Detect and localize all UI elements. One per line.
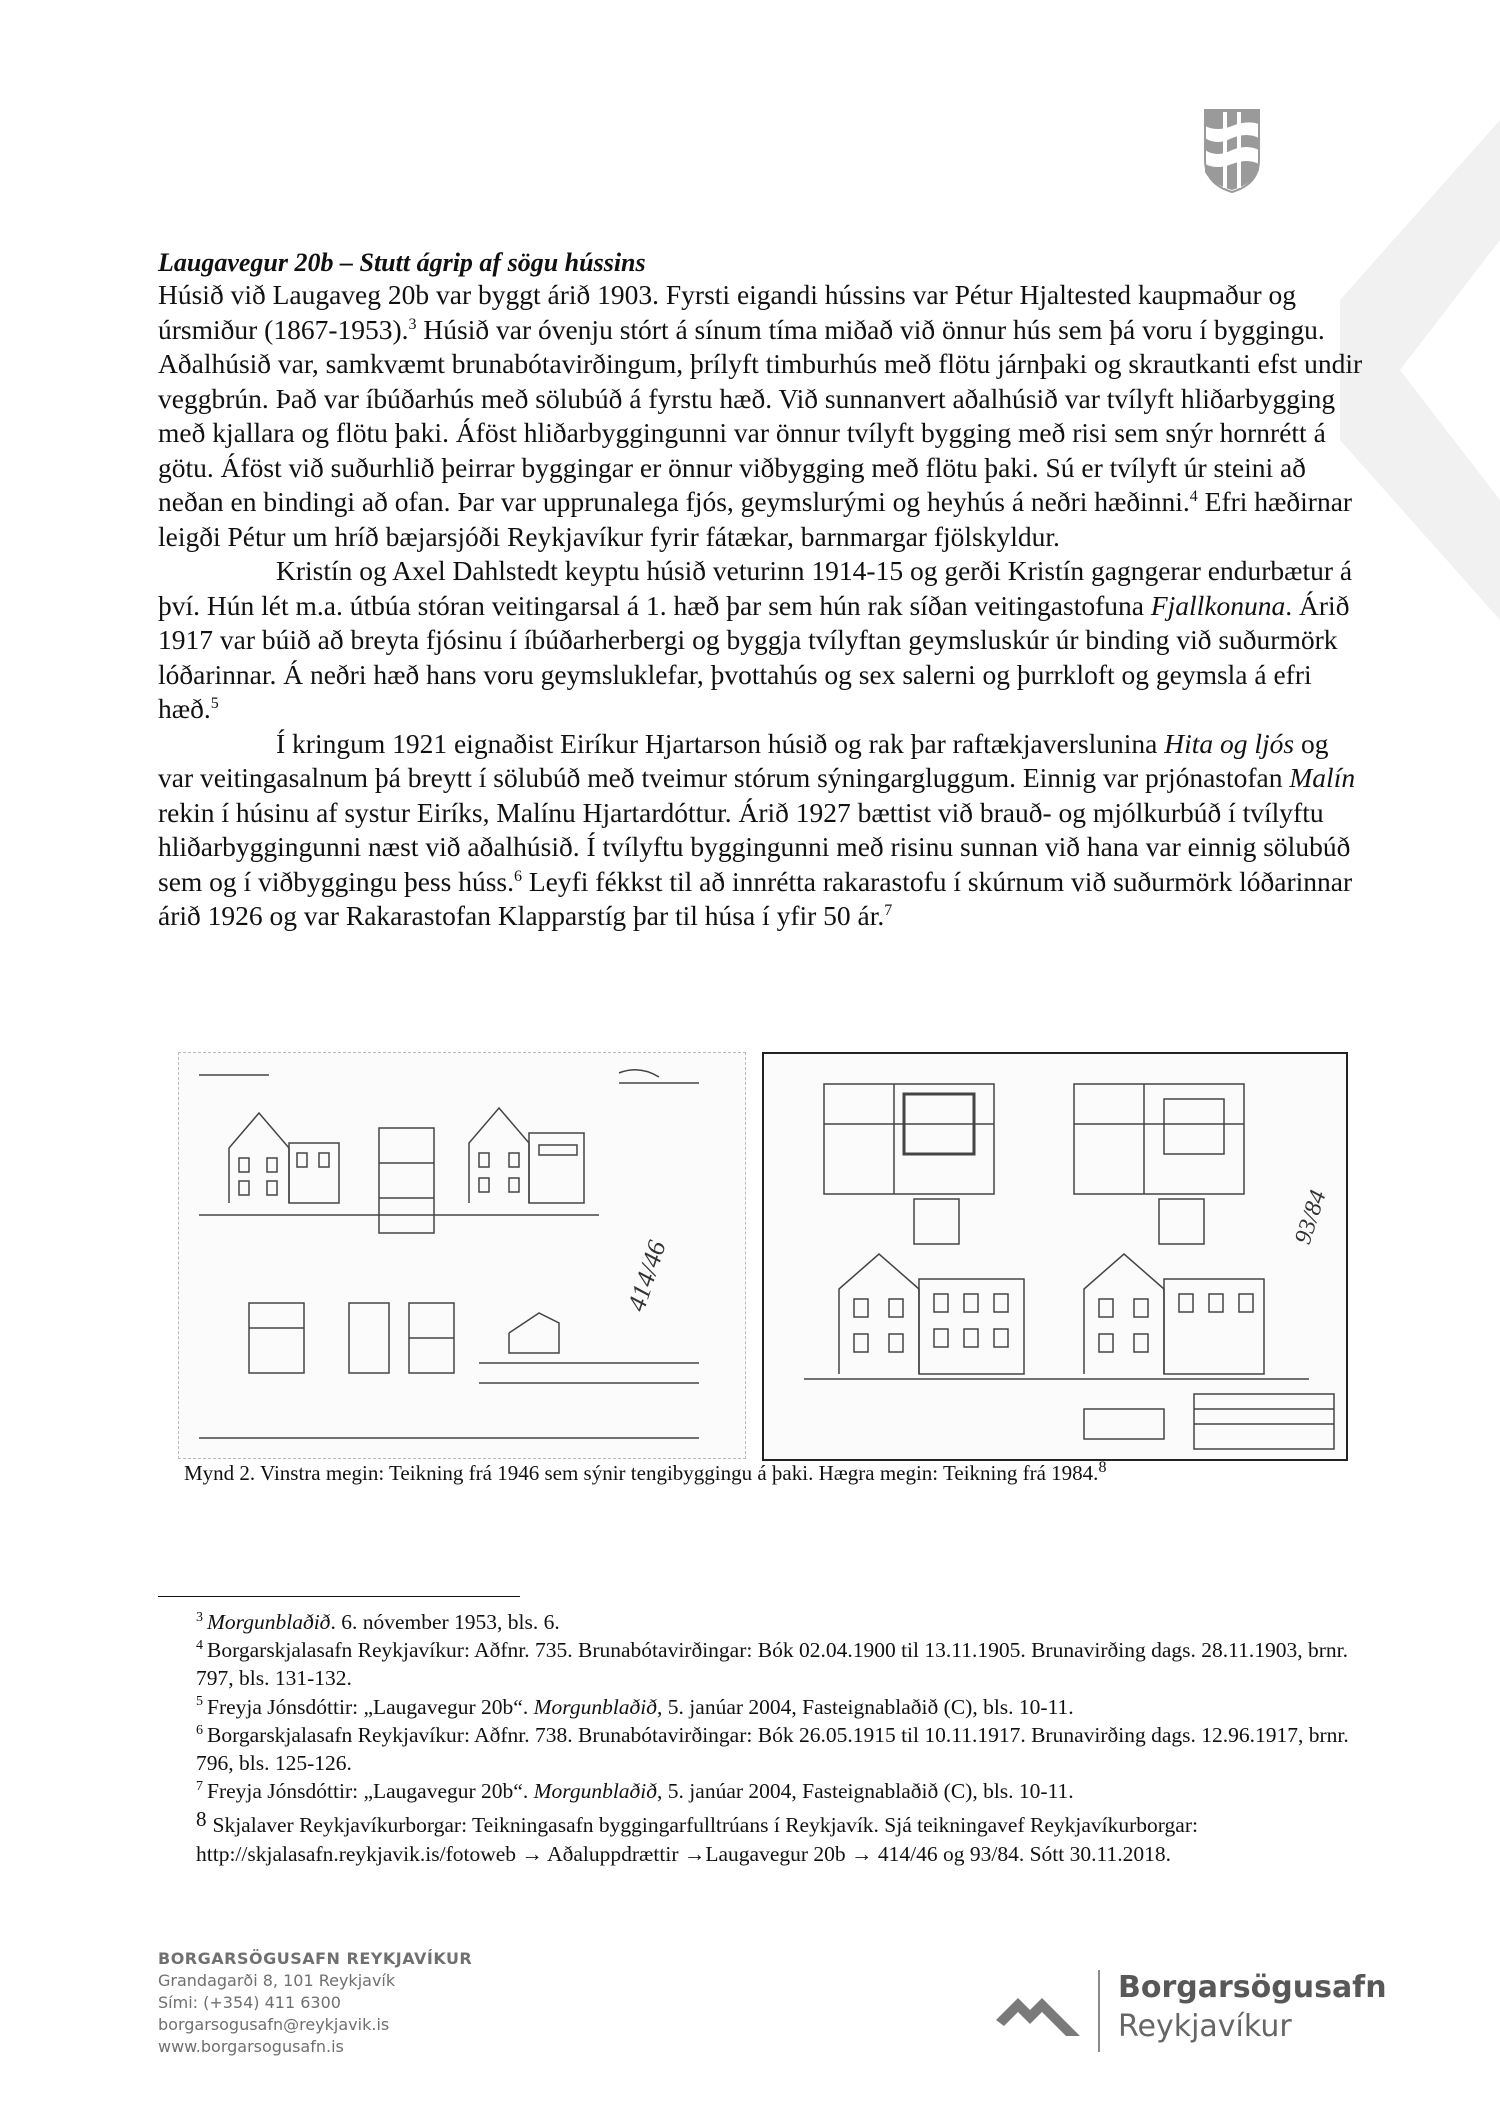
document-body xyxy=(158,248,1363,934)
roof-chevron-logo-icon xyxy=(996,1980,1080,2042)
paragraph-2: Kristín og Axel Dahlstedt keyptu húsið veturinn 1914-15 og gerði Kristín gagngerar endurbætur á því. Hún lét m.a. útbúa stóran veitingarsal á 1. hæð þar sem hún rak síðan veitingastofuna Fjallkonuna. Árið 1917 var búið að breyta fjósinu í íbúðarherbergi og byggja tvílyftan geymsluskúr úr binding við suðurmörk lóðarinnar. Á neðri hæð hans voru geymsluklefar, þvottahús og sex salerni og þurrkloft og geymsla á efri hæð.$^5$ xyxy=(158,555,1353,724)
footnote-8: 8 Skjalaver Reykjavíkurborgar: Teikningasafn byggingarfulltrúans í Reykjavík. Sjá teikningavef Reykjavíkurborgar: http://skjalasafn.reykjavik.is/fotoweb → Aðaluppdrættir →Laugavegur 20b → 414/46 og 93/84. Sótt 30.11.2018. xyxy=(196,1807,1198,1866)
drawing-1984 xyxy=(762,1052,1348,1461)
footnote-ref-3[interactable]: 3 xyxy=(408,315,417,333)
org-email[interactable]: borgarsogusafn@reykjavik.is xyxy=(158,2015,390,2034)
footnote-3: $^3$ Morgunblaðið. 6. nóvember 1953, bls. 6. xyxy=(196,1609,560,1634)
footnote-ref-7[interactable]: 7 xyxy=(884,901,893,919)
footnote-6: $^6$ Borgarskjalasafn Reykjavíkur: Aðfnr. 738. Brunabótavirðingar: Bók 26.05.1915 til 10.11.1917. Brunavirðing dags. 12.96.1917, brnr. 796, bls. 125-126. xyxy=(196,1722,1349,1776)
paragraph-3: Í kringum 1921 eignaðist Eiríkur Hjartarson húsið og rak þar raftækjaverslunina Hita og ljós og var veitingasalnum þá breytt í sölubúð með tveimur stórum sýningargluggum. Einnig var prjónastofan Malín rekin í húsinu af systur Eiríks, Malínu Hjartardóttur. Árið 1927 bættist við brauð- og mjólkurbúð í tvílyftu hliðarbyggingunni næst við aðalhúsið. Í tvílyftu byggingunni með risinu sunnan við hana var einnig sölubúð sem og í viðbyggingu þess húss.$^6$ Leyfi fékkst til að innrétta rakarastofu í skúrnum við suðurmörk lóðarinnar árið 1926 og var Rakarastofan Klapparstíg þar til húsa í yfir 50 ár.$^7$ xyxy=(158,727,1356,931)
reykjavik-crest-icon xyxy=(1203,108,1261,194)
footnote-separator xyxy=(158,1596,520,1597)
footnote-ref-4[interactable]: 4 xyxy=(1189,487,1198,505)
museum-logo xyxy=(996,1968,1387,2056)
footnote-4: $^4$ Borgarskjalasafn Reykjavíkur: Aðfnr. 735. Brunabótavirðingar: Bók 02.04.1900 til 13.11.1905. Brunavirðing dags. 28.11.1903, brnr. 797, bls. 131-132. xyxy=(196,1638,1348,1691)
footnote-ref-8[interactable]: 8 xyxy=(1098,1459,1107,1476)
drawing-1984-stamp: 93/84 xyxy=(1290,1187,1332,1248)
org-website[interactable]: www.borgarsogusafn.is xyxy=(158,2037,344,2056)
footnote-7: $^7$ Freyja Jónsdóttir: „Laugavegur 20b“. Morgunblaðið, 5. janúar 2004, Fasteignablaðið (C), bls. 10-11. xyxy=(196,1779,1074,1804)
chevron-watermark-icon xyxy=(1340,120,1500,620)
footnote-ref-6[interactable]: 6 xyxy=(513,867,522,885)
logo-separator xyxy=(1098,1970,1100,2052)
figure-caption: Mynd 2. Vinstra megin: Teikning frá 1946 sem sýnir tengibyggingu á þaki. Hægra megin: Teikning frá 1984.$^8$ xyxy=(184,1459,1107,1485)
document-title: Laugavegur 20b – Stutt ágrip af sögu hússins xyxy=(158,248,646,277)
org-contact-block xyxy=(158,1948,472,2058)
logo-text xyxy=(1118,1968,1387,2046)
org-phone: Sími: (+354) 411 6300 xyxy=(158,1993,341,2012)
drawing-1946 xyxy=(178,1052,746,1459)
figure-2 xyxy=(178,1052,1348,1457)
org-name: BORGARSÖGUSAFN REYKJAVÍKUR xyxy=(158,1949,473,1968)
logo-line-1: Borgarsögusafn xyxy=(1118,1970,1387,2005)
footnote-ref-5[interactable]: 5 xyxy=(210,694,219,712)
drawing-1946-stamp: 414/46 xyxy=(621,1237,672,1315)
footnote-5: $^5$ Freyja Jónsdóttir: „Laugavegur 20b“. Morgunblaðið, 5. janúar 2004, Fasteignablaðið (C), bls. 10-11. xyxy=(196,1694,1074,1719)
org-address: Grandagarði 8, 101 Reykjavík xyxy=(158,1971,396,1990)
footnotes xyxy=(196,1608,1356,1868)
logo-line-2: Reykjavíkur xyxy=(1118,2009,1292,2044)
paragraph-1: Húsið við Laugaveg 20b var byggt árið 1903. Fyrsti eigandi hússins var Pétur Hjaltested kaupmaður og úrsmiður (1867-1953).$^3$ Húsið var óvenju stórt á sínum tíma miðað við önnur hús sem þá voru í byggingu. Aðalhúsið var, samkvæmt brunabótavirðingum, þrílyft timburhús með flötu járnþaki og skrautkanti efst undir veggbrún. Það var íbúðarhús með sölubúð á fyrstu hæð. Við sunnanvert aðalhúsið var tvílyft hliðarbygging með kjallara og flötu þaki. Áföst hliðarbyggingunni var önnur tvílyft bygging með risi sem snýr hornrétt á götu. Áföst við suðurhlið þeirrar byggingar er önnur viðbygging með flötu þaki. Sú er tvílyft úr steini að neðan en bindingi að ofan. Þar var upprunalega fjós, geymslurými og heyhús á neðri hæðinni.$^4$ Efri hæðirnar leigði Pétur um hríð bæjarsjóði Reykjavíkur fyrir fátækar, barnmargar fjölskyldur. xyxy=(158,279,1363,552)
